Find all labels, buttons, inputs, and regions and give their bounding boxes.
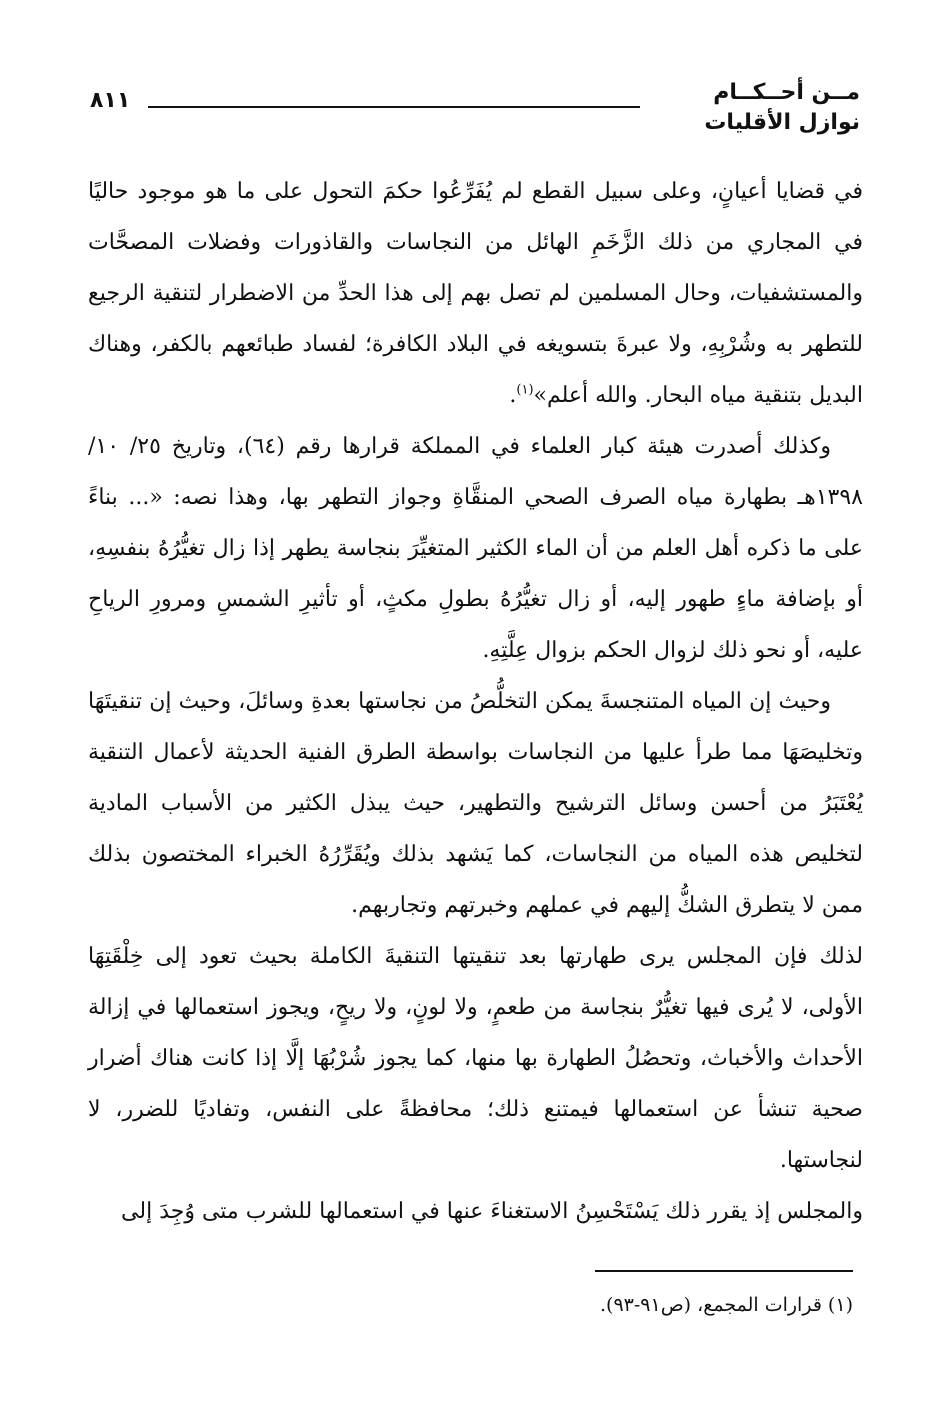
paragraph-1-tail: . xyxy=(509,383,517,408)
paragraph-1-text: في قضايا أعيانٍ، وعلى سبيل القطع لم يُفَرِّعُوا حكمَ التحول على ما هو موجود حاليًا في المجاري من ذلك الزَّخَمِ الهائل من النجاسات والقاذورات وفضلات المصحَّات والمستشفيات، وحال المسلمين لم تصل بهم إلى هذا الحدِّ من الاضطرار لتنقية الرجيع للتطهر به وشُرْبِهِ، ولا عبرةَ بتسويغه في البلاد الكافرة؛ لفساد طبائعهم بالكفر، وهناك البديل بتنقية مياه البحار. والله أعلم» xyxy=(88,179,863,408)
book-title-line-2: نوازل الأقليات xyxy=(704,110,860,135)
paragraph-2: وكذلك أصدرت هيئة كبار العلماء في المملكة قرارها رقم (٦٤)، وتاريخ ٢٥/ ١٠/ ١٣٩٨هـ بطهارة مياه الصرف الصحي المنقَّاةِ وجواز التطهر بها، وهذا نصه: «... بناءً على ما ذكره أهل العلم من أن الماء الكثير المتغيِّرَ بنجاسة يطهر إذا زال تغيُّرُهُ بنفسِهِ، أو بإضافة ماءٍ طهور إليه، أو زال تغيُّرُهُ بطولِ مكثٍ، أو تأثيرِ الشمسِ ومرورِ الرياحِ عليه، أو نحو ذلك لزوال الحكم بزوال عِلَّتِهِ. xyxy=(88,434,863,663)
footnote: (١) قرارات المجمع، (ص٩١-٩٣). xyxy=(599,1294,853,1316)
page-number: ٨١١ xyxy=(90,88,131,113)
body-text xyxy=(88,166,863,1237)
book-title xyxy=(704,78,860,138)
paragraph-1 xyxy=(88,166,863,421)
paragraph-4: لذلك فإن المجلس يرى طهارتها بعد تنقيتها التنقيةَ الكاملة بحيث تعود إلى خِلْقَتِهَا الأولى، لا يُرى فيها تغيُّرٌ بنجاسة من طعمٍ، ولا لونٍ، ولا ريحٍ، ويجوز استعمالها في إزالة الأحداث والأخباث، وتحصُلُ الطهارة بها منها، كما يجوز شُرْبُهَا إلَّا إذا كانت هناك أضرار صحية تنشأ عن استعمالها فيمتنع ذلك؛ محافظةً على النفس، وتفاديًا للضرر، لا لنجاستها. xyxy=(88,944,863,1173)
book-title-line-1: مــن أحــكــام xyxy=(713,80,860,105)
paragraph-5: والمجلس إذ يقرر ذلك يَسْتَحْسِنُ الاستغناءَ عنها في استعمالها للشرب متى وُجِدَ إلى xyxy=(121,1199,863,1224)
footnote-reference: (١) xyxy=(516,382,534,398)
footnote-rule xyxy=(595,1270,853,1272)
page-header xyxy=(90,78,860,148)
paragraph-3: وحيث إن المياه المتنجسةَ يمكن التخلُّصُ من نجاستها بعدةِ وسائلَ، وحيث إن تنقيتَهَا وتخليصَهَا مما طرأ عليها من النجاسات بواسطة الطرق الفنية الحديثة لأعمال التنقية يُعْتَبَرُ من أحسن وسائل الترشيح والتطهير، حيث يبذل الكثير من الأسباب المادية لتخليص هذه المياه من النجاسات، كما يَشهد بذلك ويُقَرِّرُهُ الخبراء المختصون بذلك ممن لا يتطرق الشكُّ إليهم في عملهم وخبرتهم وتجاربهم. xyxy=(88,689,863,918)
header-rule xyxy=(148,106,640,108)
